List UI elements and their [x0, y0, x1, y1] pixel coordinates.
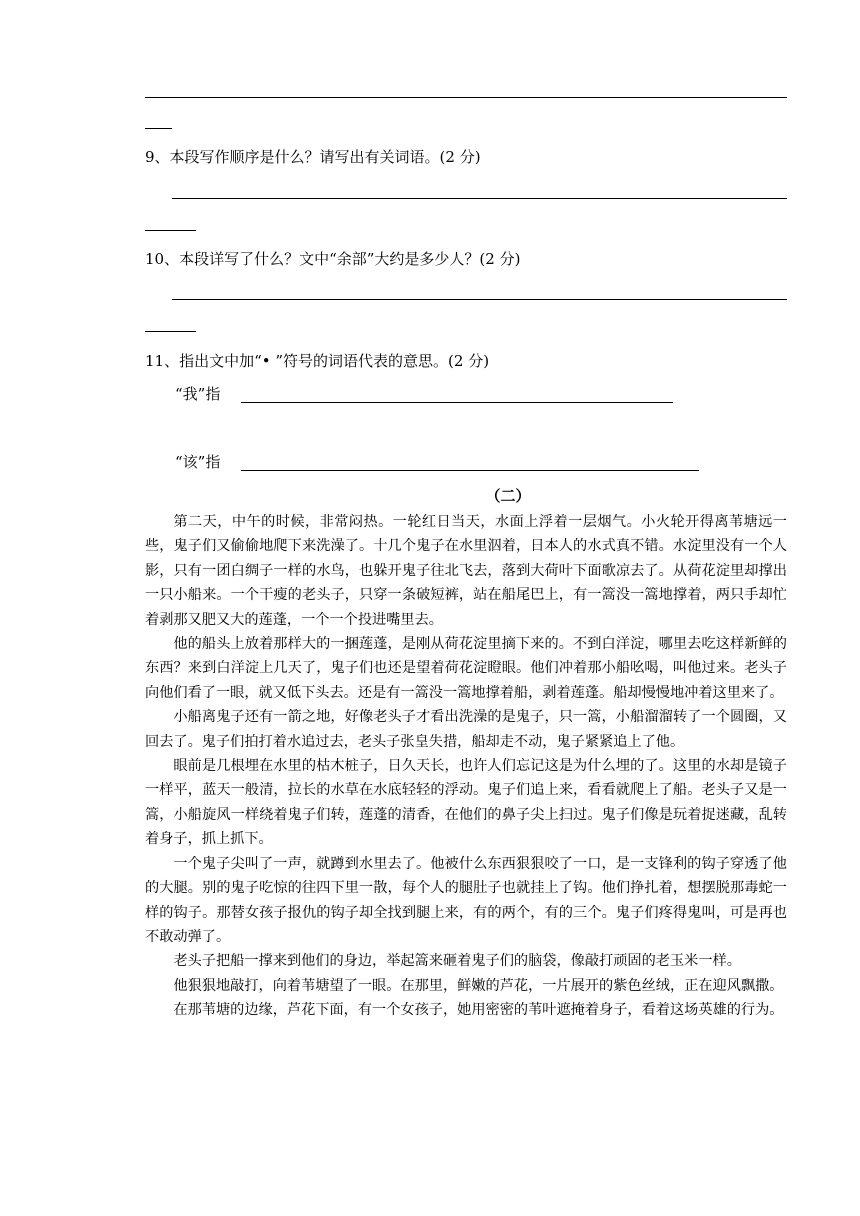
- answer-line: [145, 97, 787, 98]
- section-title: （二）: [485, 487, 531, 505]
- question-9: 9、本段写作顺序是什么？请写出有关词语。(2 分): [145, 148, 481, 166]
- passage: [145, 510, 787, 1023]
- question-10: 10、本段详写了什么？文中“余部”大约是多少人？(2 分): [145, 250, 521, 268]
- paragraph: 他的船头上放着那样大的一捆莲蓬，是刚从荷花淀里摘下来的。不到白洋淀，哪里去吃这样新鲜的东西？来到白洋淀上几天了，鬼子们也还是望着荷花淀瞪眼。他们冲着那小船吆喝，叫他过来。老头子向他们看了一眼，就又低下头去。还是有一篙没一篙地撑着船，剥着莲蓬。船却慢慢地冲着这里来了。: [145, 636, 787, 701]
- question-11: 11、指出文中加“• ”符号的词语代表的意思。(2 分): [145, 352, 490, 370]
- answer-line: [145, 331, 196, 332]
- paragraph: 一个鬼子尖叫了一声，就蹲到水里去了。他被什么东西狠狠咬了一口，是一支锋利的钩子穿透了他的大腿。别的鬼子吃惊的往四下里一散，每个人的腿肚子也就挂上了钩。他们挣扎着，想摆脱那毒蛇一样的钩子。那替女孩子报仇的钩子却全找到腿上来，有的两个，有的三个。鬼子们疼得鬼叫，可是再也不敢动弹了。: [145, 855, 787, 945]
- paragraph: 在那苇塘的边缘，芦花下面，有一个女孩子，她用密密的苇叶遮掩着身子，看着这场英雄的行为。: [173, 1002, 784, 1019]
- answer-line: [172, 198, 787, 199]
- paragraph: 他狠狠地敲打，向着苇塘望了一眼。在那里，鲜嫩的芦花，一片展开的紫色丝绒，正在迎风飘撒。: [173, 977, 784, 994]
- paragraph: 第二天，中午的时候，非常闷热。一轮红日当天，水面上浮着一层烟气。小火轮开得离苇塘远一些，鬼子们又偷偷地爬下来洗澡了。十几个鬼子在水里泅着，日本人的水式真不错。水淀里没有一个人影，只有一团白绸子一样的水鸟，也躲开鬼子往北飞去，落到大荷叶下面歌凉去了。从荷花淀里却撑出一只小船来。一个干瘦的老头子，只穿一条破短裤，站在船尾巴上，有一篙没一篙地撑着，两只手却忙着剥那又肥又大的莲蓬，一个一个投进嘴里去。: [145, 514, 787, 628]
- paragraph: 眼前是几根埋在水里的枯木桩子，日久天长，也许人们忘记这是为什么埋的了。这里的水却是镜子一样平，蓝天一般清，拉长的水草在水底轻轻的浮动。鬼子们追上来，看看就爬上了船。老头子又是一篙，小船旋风一样绕着鬼子们转，莲蓬的清香，在他们的鼻子尖上扫过。鬼子们像是玩着捉迷藏，乱转着身子，抓上抓下。: [145, 758, 787, 848]
- gai-label: “该”指: [175, 453, 221, 471]
- answer-line: [145, 128, 172, 129]
- wo-answer-line[interactable]: [241, 402, 673, 403]
- wo-label: “我”指: [175, 385, 221, 403]
- answer-line: [172, 299, 787, 300]
- gai-answer-line[interactable]: [241, 470, 699, 471]
- paragraph: 老头子把船一撑来到他们的身边，举起篙来砸着鬼子们的脑袋，像敲打顽固的老玉米一样。: [173, 953, 741, 970]
- paragraph: 小船离鬼子还有一箭之地，好像老头子才看出洗澡的是鬼子，只一篙，小船溜溜转了一个圆圈，又回去了。鬼子们拍打着水追过去，老头子张皇失措，船却走不动，鬼子紧紧追上了他。: [145, 709, 787, 750]
- answer-line: [145, 230, 196, 231]
